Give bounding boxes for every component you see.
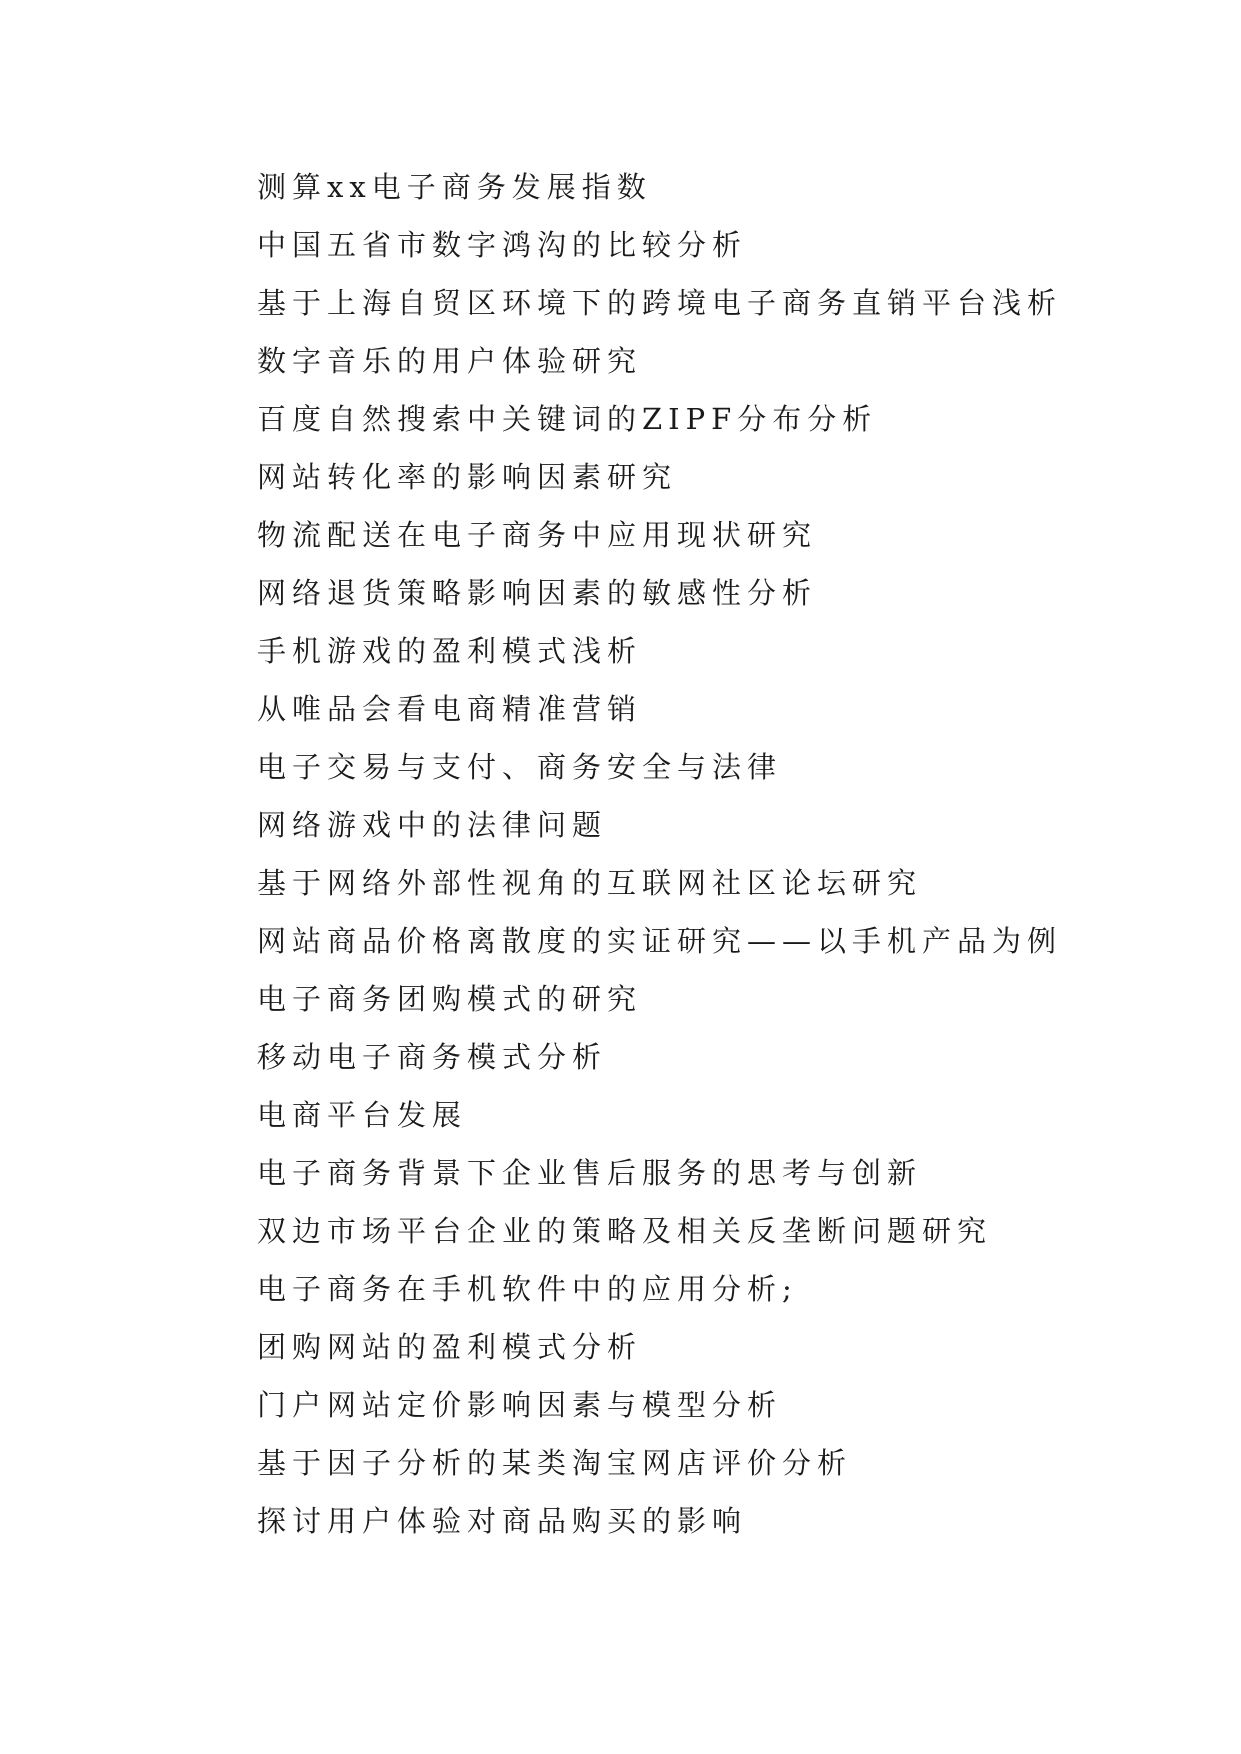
topic-item: 电商平台发展 [257, 1098, 468, 1132]
topic-item: 网站转化率的影响因素研究 [257, 460, 678, 494]
topic-item: 百度自然搜索中关键词的ZIPF分布分析 [257, 402, 878, 436]
topic-item: 网站商品价格离散度的实证研究——以手机产品为例 [257, 924, 1063, 958]
topic-item: 基于因子分析的某类淘宝网店评价分析 [257, 1446, 853, 1480]
topic-item: 门户网站定价影响因素与模型分析 [257, 1388, 783, 1422]
topic-item: 团购网站的盈利模式分析 [257, 1330, 643, 1364]
topic-item: 手机游戏的盈利模式浅析 [257, 634, 643, 668]
topic-item: 中国五省市数字鸿沟的比较分析 [257, 228, 748, 262]
topic-item: 网络退货策略影响因素的敏感性分析 [257, 576, 818, 610]
topic-item: 电子交易与支付、商务安全与法律 [257, 750, 783, 784]
topic-item: 网络游戏中的法律问题 [257, 808, 608, 842]
topic-item: 测算xx电子商务发展指数 [257, 170, 652, 204]
topic-item: 探讨用户体验对商品购买的影响 [257, 1504, 748, 1538]
topic-item: 基于网络外部性视角的互联网社区论坛研究 [257, 866, 923, 900]
topic-item: 电子商务团购模式的研究 [257, 982, 643, 1016]
topic-item: 电子商务背景下企业售后服务的思考与创新 [257, 1156, 923, 1190]
topic-item: 电子商务在手机软件中的应用分析; [257, 1272, 798, 1306]
topic-item: 数字音乐的用户体验研究 [257, 344, 643, 378]
topic-item: 物流配送在电子商务中应用现状研究 [257, 518, 818, 552]
topic-item: 从唯品会看电商精准营销 [257, 692, 643, 726]
topic-list [257, 158, 1062, 1550]
topic-item: 移动电子商务模式分析 [257, 1040, 608, 1074]
topic-item: 基于上海自贸区环境下的跨境电子商务直销平台浅析 [257, 286, 1063, 320]
topic-item: 双边市场平台企业的策略及相关反垄断问题研究 [257, 1214, 993, 1248]
